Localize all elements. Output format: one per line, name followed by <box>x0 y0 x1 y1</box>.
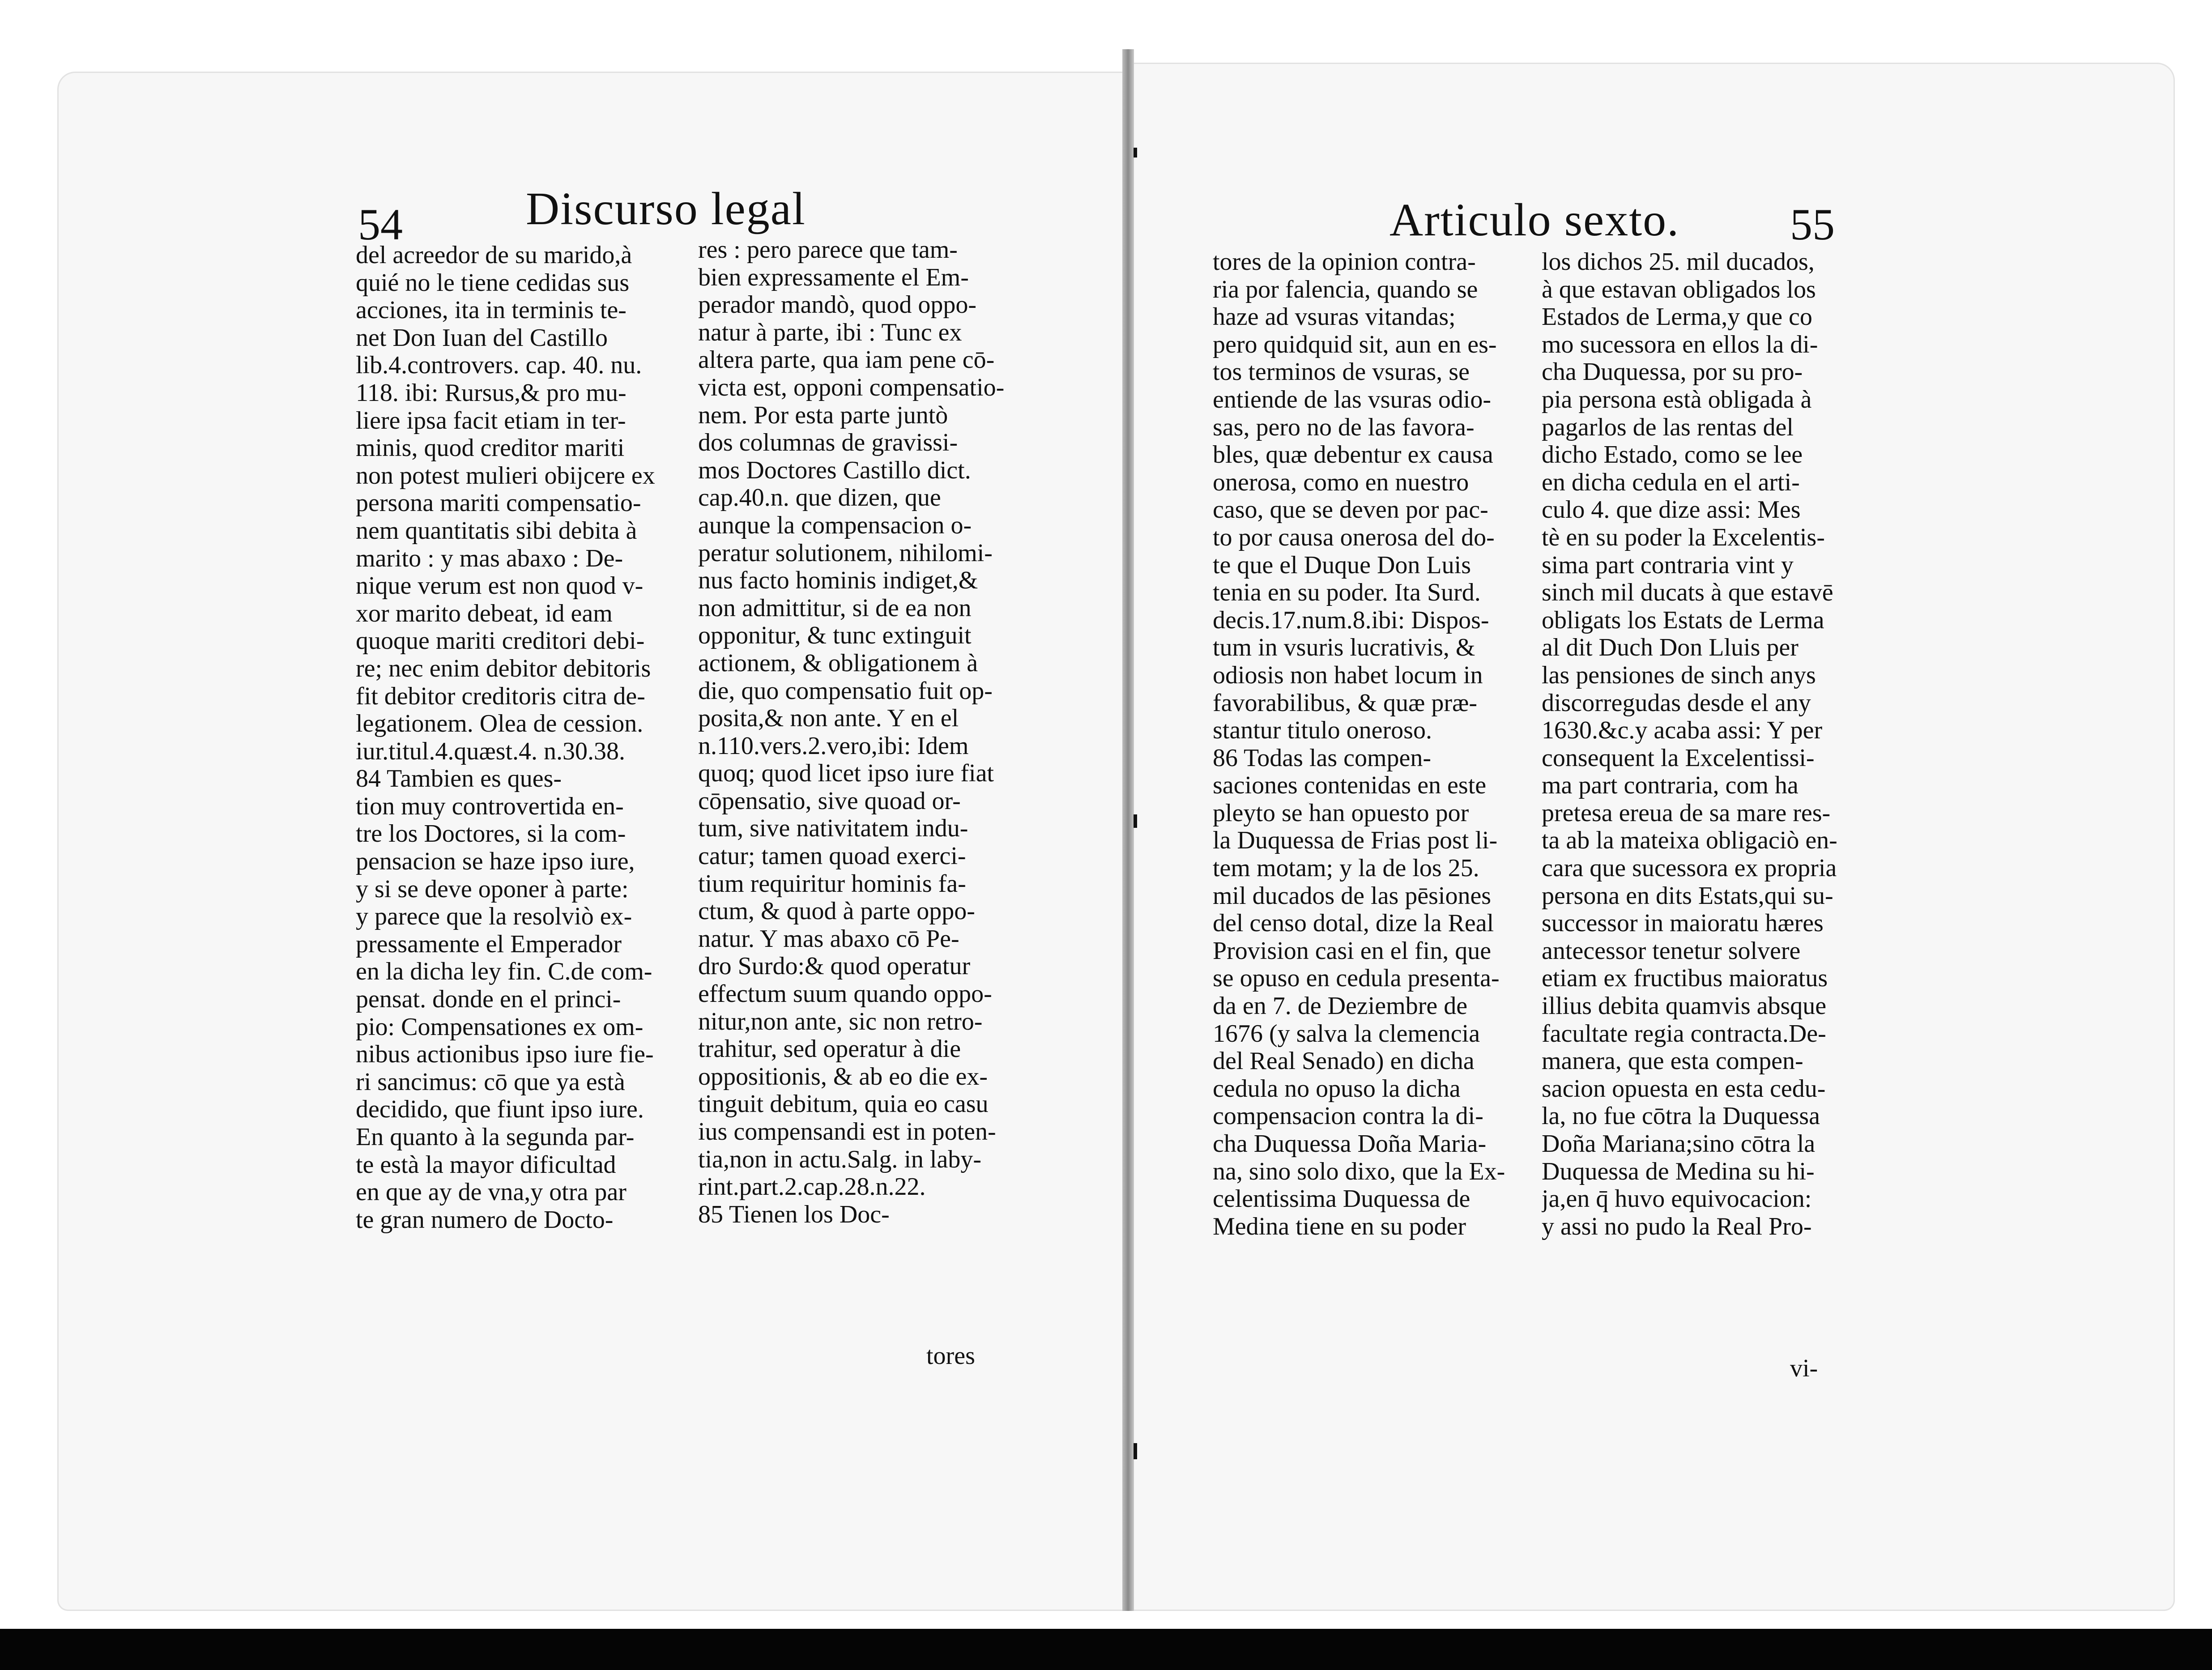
text-line: quoque mariti creditori debi- <box>356 627 645 655</box>
book-gutter <box>1122 49 1134 1611</box>
text-line: antecessor tenetur solvere <box>1542 937 1801 965</box>
text-line: manera, que esta compen- <box>1542 1048 1803 1075</box>
text-line: entiende de las vsuras odio- <box>1213 386 1492 413</box>
text-line: posita,& non ante. Y en el <box>698 705 959 733</box>
text-line: caso, que se deven por pac- <box>1213 496 1488 524</box>
text-line: los dichos 25. mil ducados, <box>1542 248 1815 276</box>
text-line: nem quantitatis sibi debita à <box>356 517 637 545</box>
text-line: sima part contraria vint y <box>1542 551 1794 579</box>
text-line: favorabilibus, & quæ præ- <box>1213 689 1478 717</box>
text-line: xor marito debeat, id eam <box>356 600 613 627</box>
text-line: al dit Duch Don Lluis per <box>1542 634 1799 662</box>
text-line: mil ducados de las pēsiones <box>1213 882 1492 910</box>
text-line: odiosis non habet locum in <box>1213 661 1483 689</box>
text-line: 1630.&c.y acaba assi: Y per <box>1542 717 1823 745</box>
text-line: haze ad vsuras vitandas; <box>1213 303 1456 331</box>
text-line: illius debita quamvis absque <box>1542 993 1827 1020</box>
text-line: en dicha cedula en el arti- <box>1542 469 1800 496</box>
text-line: obligats los Estats de Lerma <box>1542 606 1824 634</box>
text-line: victa est, opponi compensatio- <box>698 374 1005 401</box>
text-line: nibus actionibus ipso iure fie- <box>356 1041 654 1069</box>
text-line: y si se deve oponer à parte: <box>356 875 629 903</box>
text-line: ctum, & quod à parte oppo- <box>698 898 975 925</box>
text-line: ja,en q̄ huvo equivocacion: <box>1542 1185 1812 1213</box>
text-line: del censo dotal, dize la Real <box>1213 910 1494 937</box>
text-line: tem motam; y la de los 25. <box>1213 855 1479 882</box>
text-line: liere ipsa facit etiam in ter- <box>356 407 626 435</box>
text-line: non admittitur, si de ea non <box>698 594 972 622</box>
text-line: del Real Senado) en dicha <box>1213 1048 1475 1075</box>
text-line: pleyto se han opuesto por <box>1213 799 1469 827</box>
page-number: 55 <box>1790 200 1835 249</box>
text-line: tenia en su poder. Ita Surd. <box>1213 579 1481 607</box>
text-line: consequent la Excelentissi- <box>1542 744 1815 772</box>
running-title: Articulo sexto. <box>1389 194 1680 246</box>
text-line: 1676 (y salva la clemencia <box>1213 1020 1480 1048</box>
text-line: En quanto à la segunda par- <box>356 1124 635 1151</box>
text-line: en la dicha ley fin. C.de com- <box>356 958 652 986</box>
text-line: effectum suum quando oppo- <box>698 980 992 1008</box>
text-line: tium requiritur hominis fa- <box>698 870 966 898</box>
text-line: quoq; quod licet ipso iure fiat <box>698 760 994 788</box>
text-line: 86 Todas las compen- <box>1213 744 1432 772</box>
text-line: ma part contraria, com ha <box>1542 772 1799 800</box>
text-line: facultate regia contracta.De- <box>1542 1020 1826 1048</box>
text-line: ria por falencia, quando se <box>1213 276 1478 303</box>
text-line: tores de la opinion contra- <box>1213 248 1476 276</box>
text-line: y assi no pudo la Real Pro- <box>1542 1213 1812 1240</box>
text-line: Estados de Lerma,y que co <box>1542 303 1812 331</box>
text-column <box>1542 248 1848 1240</box>
text-line: iur.titul.4.quæst.4. n.30.38. <box>356 737 626 765</box>
text-line: Provision casi en el fin, que <box>1213 937 1492 965</box>
text-line: las pensiones de sinch anys <box>1542 661 1816 689</box>
text-line: del acreedor de su marido,à <box>356 242 632 269</box>
text-line: discorregudas desde el any <box>1542 689 1811 717</box>
page-number: 54 <box>358 200 403 249</box>
text-line: tinguit debitum, quia eo casu <box>698 1091 989 1118</box>
text-line: bles, quæ debentur ex causa <box>1213 441 1493 469</box>
text-line: natur. Y mas abaxo cō Pe- <box>698 925 959 953</box>
text-line: dos columnas de gravissi- <box>698 429 958 457</box>
binding-mark <box>1134 814 1137 828</box>
text-line: se opuso en cedula presenta- <box>1213 965 1500 993</box>
text-line: ius compensandi est in poten- <box>698 1118 996 1146</box>
text-line: sacion opuesta en esta cedu- <box>1542 1075 1826 1103</box>
binding-mark <box>1134 148 1137 158</box>
catchword: vi- <box>1790 1355 1818 1382</box>
text-line: nique verum est non quod v- <box>356 572 644 600</box>
text-line: tion muy controvertida en- <box>356 792 624 820</box>
text-line: decis.17.num.8.ibi: Dispos- <box>1213 606 1489 634</box>
text-line: altera parte, qua iam pene cō- <box>698 346 995 374</box>
text-line: persona en dits Estats,qui su- <box>1542 882 1833 910</box>
text-line: cara que sucessora ex propria <box>1542 855 1837 882</box>
text-line: pressamente el Emperador <box>356 930 622 958</box>
text-line: nus facto hominis indiget,& <box>698 567 978 595</box>
text-line: nitur,non ante, sic non retro- <box>698 1008 983 1035</box>
text-line: pio: Compensationes ex om- <box>356 1013 644 1041</box>
text-line: pagarlos de las rentas del <box>1542 413 1794 441</box>
text-line: peratur solutionem, nihilomi- <box>698 539 993 567</box>
text-line: na, sino solo dixo, que la Ex- <box>1213 1158 1505 1185</box>
text-line: tum, sive nativitatem indu- <box>698 815 968 843</box>
text-column <box>356 242 678 1234</box>
catchword: tores <box>926 1342 975 1370</box>
text-line: opponitur, & tunc extinguit <box>698 622 972 650</box>
text-line: la Duquessa de Frias post li- <box>1213 827 1498 855</box>
text-line: legationem. Olea de cession. <box>356 710 644 738</box>
text-line: ri sancimus: cō que ya està <box>356 1068 625 1096</box>
text-line: da en 7. de Deziembre de <box>1213 993 1468 1020</box>
text-line: marito : y mas abaxo : De- <box>356 545 623 572</box>
text-column <box>698 236 1020 1228</box>
text-line: acciones, ita in terminis te- <box>356 297 627 324</box>
text-line: pretesa ereua de sa mare res- <box>1542 799 1831 827</box>
text-line: successor in maioratu hæres <box>1542 910 1824 937</box>
text-column <box>1213 248 1522 1240</box>
text-line: pensacion se haze ipso iure, <box>356 848 635 876</box>
text-line: tia,non in actu.Salg. in laby- <box>698 1146 981 1173</box>
text-line: 84 Tambien es ques- <box>356 765 562 793</box>
text-line: 85 Tienen los Doc- <box>698 1201 890 1228</box>
text-line: etiam ex fructibus maioratus <box>1542 965 1828 993</box>
text-line: compensacion contra la di- <box>1213 1103 1483 1130</box>
text-line: cha Duquessa, por su pro- <box>1542 358 1803 386</box>
text-line: Doña Mariana;sino cōtra la <box>1542 1130 1816 1158</box>
text-line: dicho Estado, como se lee <box>1542 441 1803 469</box>
text-line: lib.4.controvers. cap. 40. nu. <box>356 352 642 379</box>
text-line: die, quo compensatio fuit op- <box>698 677 993 705</box>
text-line: cap.40.n. que dizen, que <box>698 484 941 512</box>
text-line: non potest mulieri obijcere ex <box>356 462 655 490</box>
text-line: natur à parte, ibi : Tunc ex <box>698 319 962 346</box>
text-line: cōpensatio, sive quoad or- <box>698 787 961 815</box>
text-line: pensat. donde en el princi- <box>356 986 621 1014</box>
text-line: sas, pero no de las favora- <box>1213 413 1475 441</box>
text-line: Duquessa de Medina su hi- <box>1542 1158 1815 1185</box>
text-line: pia persona està obligada à <box>1542 386 1812 413</box>
text-line: nem. Por esta parte juntò <box>698 401 948 429</box>
text-line: fit debitor creditoris citra de- <box>356 682 645 710</box>
text-line: re; nec enim debitor debitoris <box>356 655 651 682</box>
text-line: tre los Doctores, si la com- <box>356 820 626 848</box>
text-line: mos Doctores Castillo dict. <box>698 456 971 484</box>
text-line: to por causa onerosa del do- <box>1213 524 1495 551</box>
text-line: net Don Iuan del Castillo <box>356 324 608 352</box>
text-line: cha Duquessa Doña Maria- <box>1213 1130 1487 1158</box>
text-line: stantur titulo oneroso. <box>1213 717 1432 745</box>
text-line: la, no fue cōtra la Duquessa <box>1542 1103 1820 1130</box>
text-line: culo 4. que dize assi: Mes <box>1542 496 1801 524</box>
text-line: trahitur, sed operatur à die <box>698 1035 961 1063</box>
text-line: saciones contenidas en este <box>1213 772 1487 800</box>
text-line: rint.part.2.cap.28.n.22. <box>698 1173 926 1201</box>
text-line: celentissima Duquessa de <box>1213 1185 1470 1213</box>
text-line: decidido, que fiunt ipso iure. <box>356 1096 644 1124</box>
text-line: mo sucessora en ellos la di- <box>1542 331 1818 358</box>
text-line: en que ay de vna,y otra par <box>356 1179 627 1206</box>
text-line: onerosa, como en nuestro <box>1213 469 1469 496</box>
text-line: dro Surdo:& quod operatur <box>698 953 971 980</box>
text-line: tè en su poder la Excelentis- <box>1542 524 1825 551</box>
text-line: quié no le tiene cedidas sus <box>356 269 630 297</box>
text-line: res : pero parece que tam- <box>698 236 958 264</box>
text-line: aunque la compensacion o- <box>698 511 972 539</box>
text-line: actionem, & obligationem à <box>698 649 978 677</box>
text-line: te gran numero de Docto- <box>356 1206 614 1234</box>
text-line: perador mandò, quod oppo- <box>698 291 977 319</box>
text-line: tos terminos de vsuras, se <box>1213 358 1470 386</box>
text-line: persona mariti compensatio- <box>356 490 641 517</box>
text-line: cedula no opuso la dicha <box>1213 1075 1461 1103</box>
text-line: ta ab la mateixa obligaciò en- <box>1542 827 1837 855</box>
binding-mark <box>1134 1443 1137 1459</box>
text-line: y parece que la resolviò ex- <box>356 903 632 931</box>
scanner-bed-edge <box>0 1629 2212 1670</box>
text-line: te que el Duque Don Luis <box>1213 551 1471 579</box>
running-title: Discurso legal <box>526 183 806 234</box>
text-line: n.110.vers.2.vero,ibi: Idem <box>698 732 969 760</box>
text-line: sinch mil ducats à que estavē <box>1542 579 1833 607</box>
text-line: minis, quod creditor mariti <box>356 435 625 462</box>
text-line: Medina tiene en su poder <box>1213 1213 1466 1240</box>
text-line: catur; tamen quoad exerci- <box>698 843 966 870</box>
text-line: pero quidquid sit, aun en es- <box>1213 331 1497 358</box>
text-line: 118. ibi: Rursus,& pro mu- <box>356 379 627 407</box>
text-line: bien expressamente el Em- <box>698 264 969 291</box>
text-line: te està la mayor dificultad <box>356 1151 616 1179</box>
text-line: oppositionis, & ab eo die ex- <box>698 1063 988 1091</box>
text-line: tum in vsuris lucrativis, & <box>1213 634 1475 662</box>
text-line: à que estavan obligados los <box>1542 276 1816 303</box>
